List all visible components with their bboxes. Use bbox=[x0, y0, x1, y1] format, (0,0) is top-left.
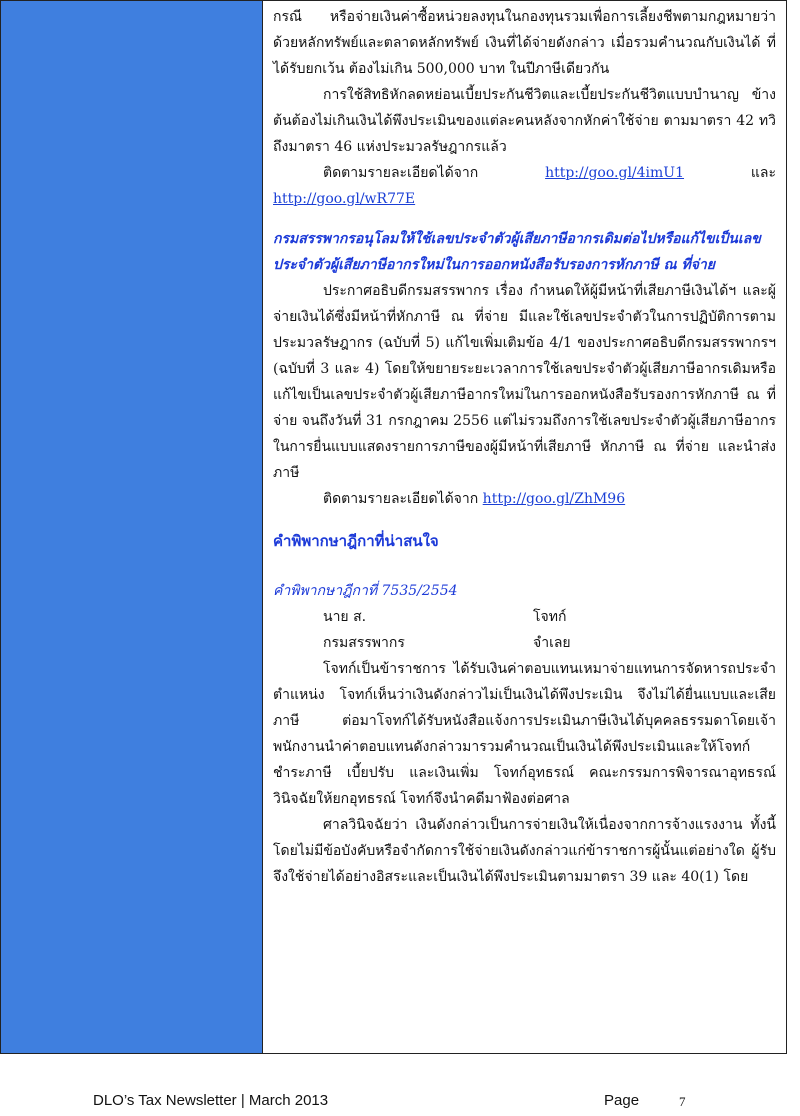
section2-follow-line bbox=[273, 486, 776, 512]
sidebar-panel bbox=[1, 1, 263, 1053]
section1-paragraph-2: การใช้สิทธิหักลดหย่อนเบี้ยประกันชีวิตและเบี้ยประกันชีวิตแบบบำนาญ ข้างต้นต้องไม่เกินเงินได้พึงประเมินของแต่ละคนหลังจากหักค่าใช้จ่าย ตามมาตรา 42 ทวิ ถึงมาตรา 46 แห่งประมวลรัษฎากรแล้ว bbox=[273, 87, 776, 155]
footer-title: DLO’s Tax Newsletter | March 2013 bbox=[93, 1092, 329, 1109]
and-text: และ bbox=[750, 165, 776, 181]
footer-page-label: Page bbox=[604, 1092, 640, 1109]
link-4imU1[interactable]: http://goo.gl/4imU1 bbox=[545, 165, 685, 181]
section2-body: ประกาศอธิบดีกรมสรรพากร เรื่อง กำหนดให้ผู้มีหน้าที่เสียภาษีเงินได้ฯ และผู้จ่ายเงินได้ซึ่งมีหน้าที่หักภาษี ณ ที่จ่าย มีและใช้เลขประจำตัวในการปฏิบัติการตามประมวลรัษฎากร (ฉบับที่ 5) แก้ไขเพิ่มเติมข้อ 4/1 ของประกาศอธิบดีกรมสรรพากรฯ (ฉบับที่ 3 และ 4) โดยให้ขยายระยะเวลาการใช้เลขประจำตัวผู้เสียภาษีอากรเดิมหรือแก้ไขเป็นเลขประจำตัวผู้เสียภาษีอากรใหม่ในการออกหนังสือรับรองการหักภาษี ณ ที่จ่าย จนถึงวันที่ 31 กรกฎาคม 2556 แต่ไม่รวมถึงการใช้เลขประจำตัวผู้เสียภาษีอากรในการยื่นแบบแสดงรายการภาษีของผู้มีหน้าที่เสียภาษี หักภาษี ณ ที่จ่าย และนำส่งภาษี bbox=[273, 283, 776, 481]
case-title: คำพิพากษาฎีกาที่ 7535/2554 bbox=[273, 583, 458, 599]
party-role: โจทก์ bbox=[533, 609, 567, 625]
case-paragraph-1: โจทก์เป็นข้าราชการ ได้รับเงินค่าตอบแทนเหมาจ่ายแทนการจัดหารถประจำตำแหน่ง โจทก์เห็นว่าเงินดังกล่าวไม่เป็นเงินได้พึงประเมิน จึงไม่ได้ยื่นแบบและเสียภาษี ต่อมาโจทก์ได้รับหนังสือแจ้งการประเมินภาษีเงินได้บุคคลธรรมดาโดยเจ้าพนักงานนำค่าตอบแทนดังกล่าวมารวมคำนวณเป็นเงินได้พึงประเมินและให้โจทก์ชำระภาษี เบี้ยปรับ และเงินเพิ่ม โจทก์อุทธรณ์ คณะกรรมการพิจารณาอุทธรณ์วินิจฉัยให้ยกอุทธรณ์ โจทก์จึงนำคดีมาฟ้องต่อศาล bbox=[273, 661, 776, 807]
follow-prefix: ติดตามรายละเอียดได้จาก bbox=[323, 491, 479, 507]
link-ZhM96[interactable]: http://goo.gl/ZhM96 bbox=[482, 491, 626, 507]
section2-heading: กรมสรรพากรอนุโลมให้ใช้เลขประจำตัวผู้เสียภาษีอากรเดิมต่อไปหรือแก้ไขเป็นเลขประจำตัวผู้เสียภาษีอากรใหม่ในการออกหนังสือรับรองการหักภาษี ณ ที่จ่าย bbox=[273, 231, 761, 273]
party-row-plaintiff bbox=[273, 604, 776, 630]
section3-heading: คำพิพากษาฎีกาที่น่าสนใจ bbox=[273, 532, 439, 550]
party-role: จำเลย bbox=[533, 635, 571, 651]
party-name: กรมสรรพากร bbox=[323, 635, 405, 651]
link-wR77E[interactable]: http://goo.gl/wR77E bbox=[273, 191, 416, 207]
content-column bbox=[263, 1, 786, 1053]
case-paragraph-2: ศาลวินิจฉัยว่า เงินดังกล่าวเป็นการจ่ายเงินให้เนื่องจากการจ้างแรงงาน ทั้งนี้โดยไม่มีข้อบังคับหรือจำกัดการใช้จ่ายเงินดังกล่าวแก่ข้าราชการผู้นั้นแต่อย่างใด ผู้รับจึงใช้จ่ายได้อย่างอิสระและเป็นเงินได้พึงประเมินตามมาตรา 39 และ 40(1) โดย bbox=[273, 817, 776, 885]
party-name: นาย ส. bbox=[323, 609, 367, 625]
party-row-defendant bbox=[273, 630, 776, 656]
footer-page-number: 7 bbox=[679, 1094, 686, 1109]
follow-prefix: ติดตามรายละเอียดได้จาก bbox=[323, 165, 479, 181]
section1-paragraph: กรณี หรือจ่ายเงินค่าซื้อหน่วยลงทุนในกองทุนรวมเพื่อการเลี้ยงชีพตามกฎหมายว่า ด้วยหลักทรัพย์และตลาดหลักทรัพย์ เงินที่ได้จ่ายดังกล่าว เมื่อรวมคำนวณกับเงินได้ ที่ได้รับยกเว้น ต้องไม่เกิน 500,000 บาท ในปีภาษีเดียวกัน bbox=[273, 9, 776, 77]
section1-follow-line bbox=[273, 160, 776, 212]
